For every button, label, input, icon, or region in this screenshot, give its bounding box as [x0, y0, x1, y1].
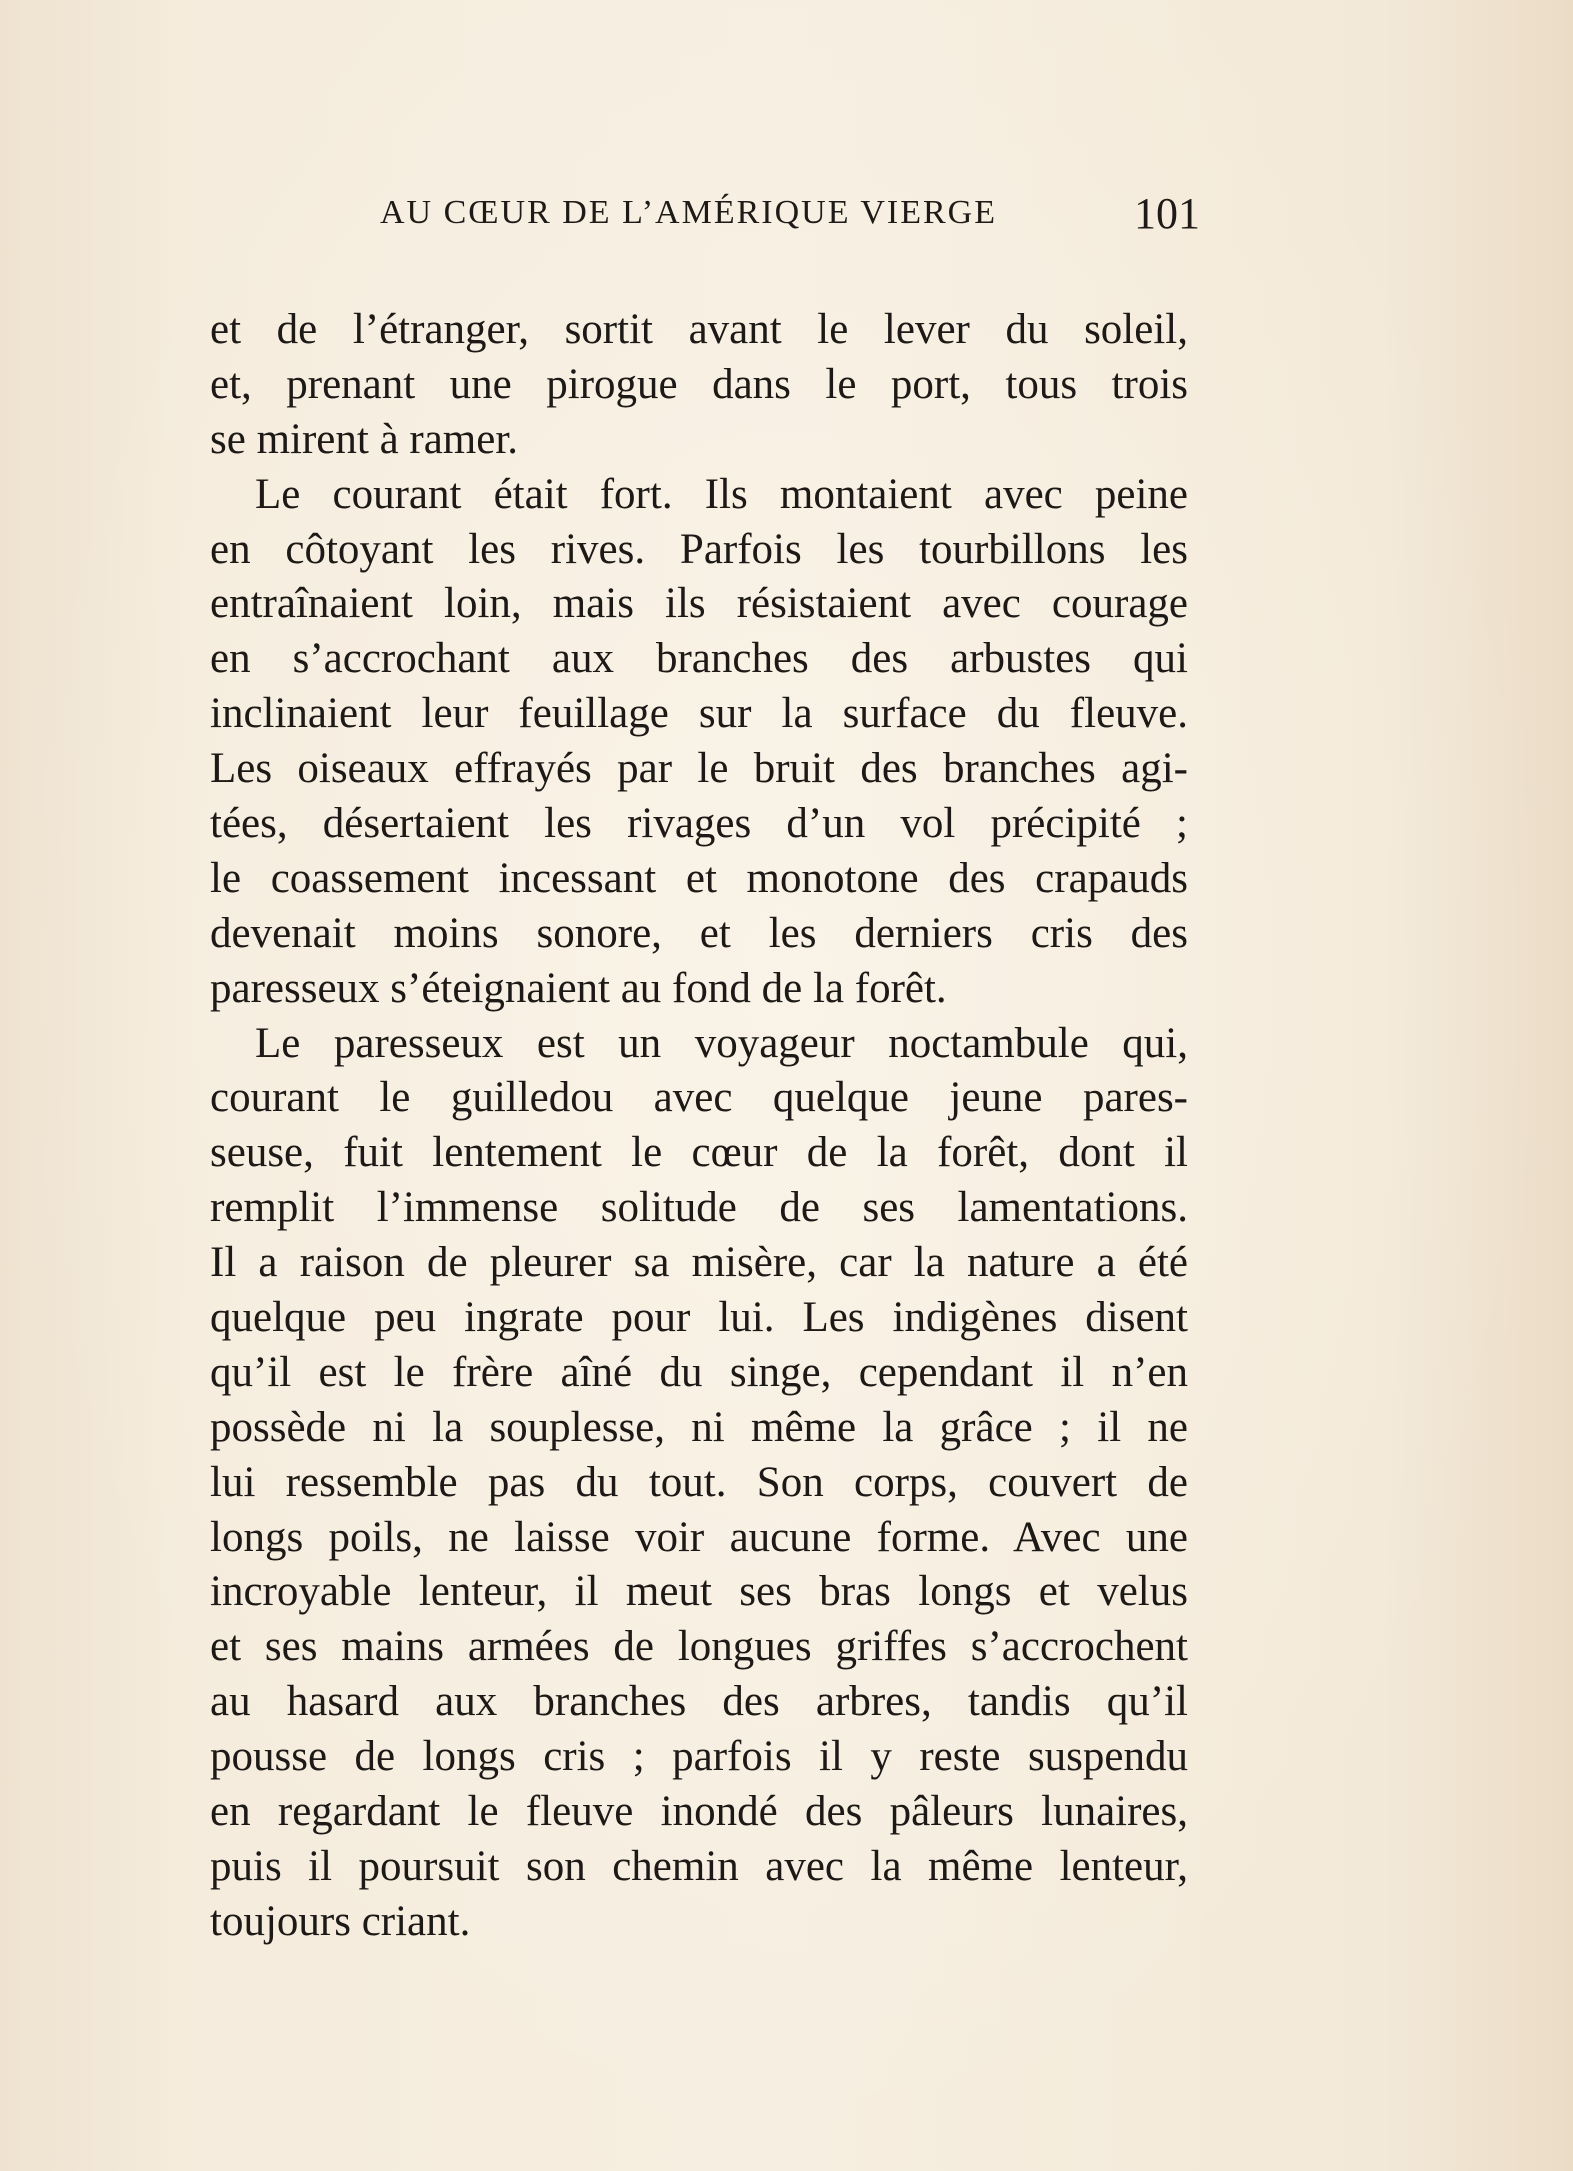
page-header — [380, 188, 1200, 248]
text-line: Il a raison de pleurer sa misère, car la nature a été — [210, 1239, 1188, 1287]
text-line: seuse, fuit lentement le cœur de la forêt, dont il — [210, 1129, 1188, 1177]
text-line: toujours criant. — [210, 1897, 471, 1945]
text-line: lui ressemble pas du tout. Son corps, couvert de — [210, 1458, 1188, 1506]
text-line: pousse de longs cris ; parfois il y reste suspendu — [210, 1733, 1188, 1781]
text-line: en regardant le fleuve inondé des pâleurs lunaires, — [210, 1788, 1188, 1836]
paragraph-start-line: Le courant était fort. Ils montaient avec peine — [255, 470, 1188, 518]
text-line: remplit l’immense solitude de ses lamentations. — [210, 1184, 1188, 1232]
text-line: et de l’étranger, sortit avant le lever du soleil, — [210, 306, 1188, 353]
text-line: qu’il est le frère aîné du singe, cependant il n’en — [210, 1348, 1188, 1396]
text-line: paresseux s’éteignaient au fond de la forêt. — [210, 964, 947, 1012]
running-title: AU CŒUR DE L’AMÉRIQUE VIERGE — [380, 194, 997, 231]
page-number: 101 — [1134, 189, 1200, 238]
text-line: longs poils, ne laisse voir aucune forme. Avec une — [210, 1513, 1188, 1561]
text-line: courant le guilledou avec quelque jeune pares- — [210, 1074, 1188, 1122]
text-line: inclinaient leur feuillage sur la surface du fleuve. — [210, 690, 1188, 738]
text-line: en s’accrochant aux branches des arbustes qui — [210, 635, 1188, 683]
text-line: puis il poursuit son chemin avec la même lenteur, — [210, 1842, 1188, 1890]
text-line: et ses mains armées de longues griffes s’accrochent — [210, 1623, 1188, 1671]
text-line: le coassement incessant et monotone des crapauds — [210, 854, 1188, 902]
text-line: entraînaient loin, mais ils résistaient avec courage — [210, 580, 1188, 628]
text-line: possède ni la souplesse, ni même la grâce ; il ne — [210, 1403, 1188, 1451]
text-line: et, prenant une pirogue dans le port, tous trois — [210, 360, 1188, 408]
text-line: incroyable lenteur, il meut ses bras longs et velus — [210, 1568, 1188, 1616]
text-line: tées, désertaient les rivages d’un vol précipité ; — [210, 800, 1188, 848]
body-text — [210, 303, 1188, 1950]
text-line: se mirent à ramer. — [210, 415, 519, 463]
text-line: au hasard aux branches des arbres, tandis qu’il — [210, 1678, 1188, 1726]
text-line: devenait moins sonore, et les derniers cris des — [210, 909, 1188, 957]
paragraph-start-line: Le paresseux est un voyageur noctambule qui, — [255, 1019, 1188, 1067]
text-line: quelque peu ingrate pour lui. Les indigènes disent — [210, 1294, 1188, 1342]
text-line: Les oiseaux effrayés par le bruit des branches agi- — [210, 745, 1188, 793]
text-line: en côtoyant les rives. Parfois les tourbillons les — [210, 525, 1188, 573]
